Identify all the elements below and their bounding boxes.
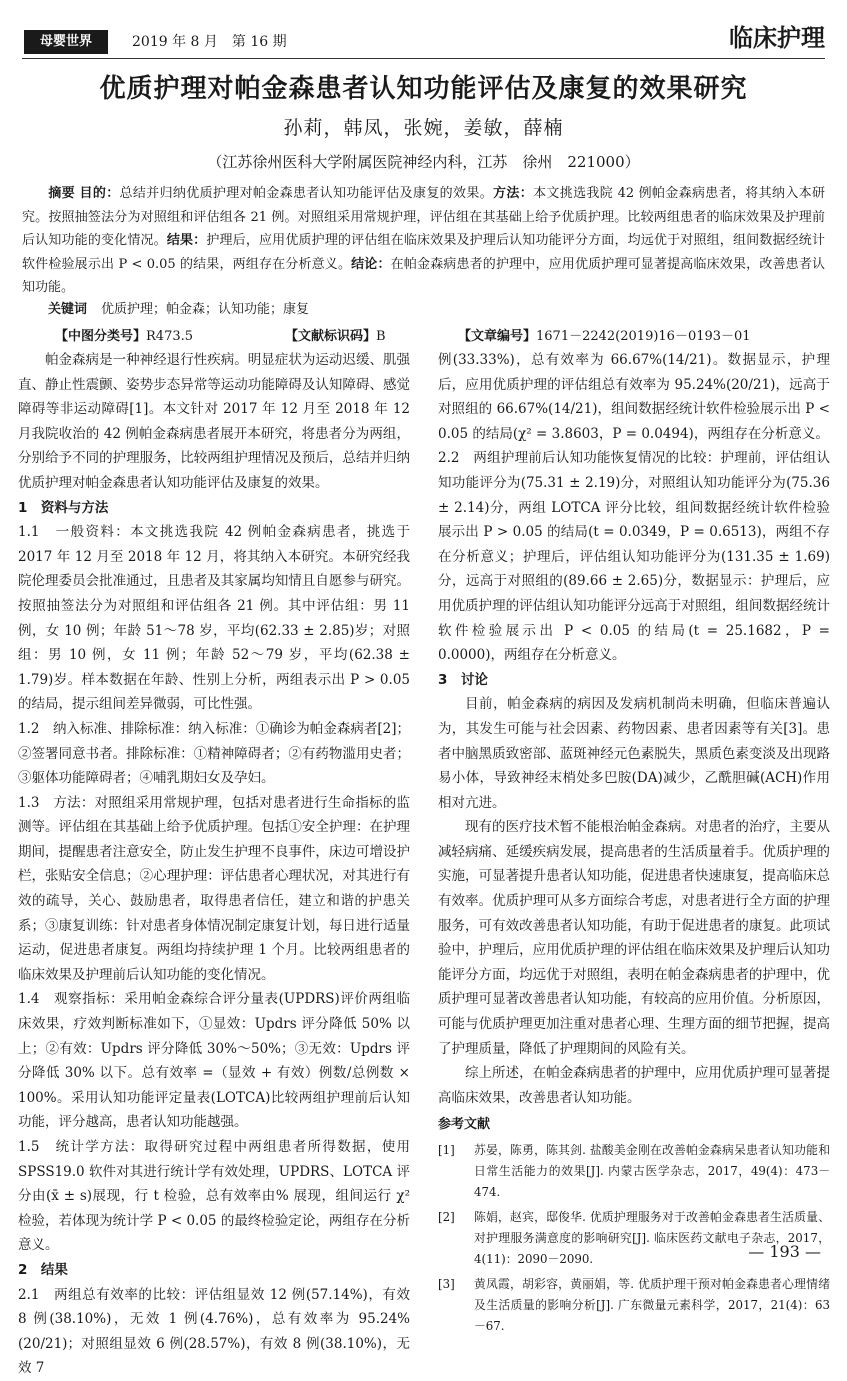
clc-value: R473.5 bbox=[146, 329, 194, 344]
doc-code bbox=[285, 326, 386, 348]
discussion-paragraph-3: 综上所述，在帕金森病患者的护理中，应用优质护理可显著提高临床效果，改善患者认知功能。 bbox=[438, 1065, 830, 1106]
purpose-label: 目的： bbox=[79, 186, 120, 201]
section-heading-2: 2 结果 bbox=[18, 1261, 68, 1278]
paragraph-1-5: 1.5 统计学方法：取得研究过程中两组患者所得数据，使用 SPSS19.0 软件对其进行统计学有效处理，UPDRS、LOTCA 评分由(x̄ ± s)展现，行 t 检验，总有效率由% 展现，组间运行 χ² 检验，若体现为统计学 P < 0.05 的最终检验定论，两组存在分析意义。 bbox=[18, 1139, 410, 1254]
page-header bbox=[0, 0, 847, 60]
reference-text: 黄凤霞，胡彩容，黄丽娟，等. 优质护理干预对帕金森患者心理情绪及生活质量的影响分析[J]. 广东微量元素科学，2017，21(4)：63－67. bbox=[474, 1277, 830, 1334]
article-authors: 孙莉，韩凤，张婉，姜敏，薛楠 bbox=[283, 117, 564, 139]
doc-value: B bbox=[376, 329, 386, 344]
paragraph-2-1: 2.1 两组总有效率的比较：评估组显效 12 例(57.14%)，有效 8 例(38.10%)，无效 1 例(4.76%)，总有效率为 95.24%(20/21)；对照组显效 6 例(28.57%)，有效 8 例(38.10%)，无效 7 bbox=[18, 1286, 410, 1377]
article-number bbox=[458, 326, 751, 348]
reference-number: [2] bbox=[438, 1210, 455, 1225]
abstract-method: 本文挑选我院 42 例帕金森病患者，将其纳入本研究。按照抽签法分为对照组和评估组各 21 例。对照组采用常规护理，评估组在其基础上给予优质护理。比较两组患者的临床效果及护理前后认知功能的变化情况。 bbox=[22, 186, 825, 248]
reference-number: [1] bbox=[438, 1143, 455, 1158]
section-heading-1: 1 资料与方法 bbox=[18, 499, 109, 516]
keywords bbox=[48, 299, 825, 321]
article-affiliation: （江苏徐州医科大学附属医院神经内科，江苏 徐州 221000） bbox=[207, 153, 640, 171]
method-label: 方法： bbox=[493, 186, 534, 201]
paragraph-1-2: 1.2 纳入标准、排除标准：纳入标准：①确诊为帕金森病者[2]；②签署同意书者。排除标准：①精神障碍者；②有药物滥用史者；③躯体功能障碍者；④哺乳期妇女及孕妇。 bbox=[18, 720, 410, 787]
abstract-label: 摘要 bbox=[48, 186, 76, 201]
header-divider bbox=[22, 58, 825, 59]
result-label: 结果： bbox=[166, 233, 207, 248]
article-number-value: 1671－2242(2019)16－0193－01 bbox=[536, 329, 751, 344]
issue-info: 2019 年 8 月 第 16 期 bbox=[132, 34, 287, 50]
keywords-label: 关键词 bbox=[48, 302, 88, 317]
reference-text: 苏晏，陈勇，陈其剑. 盐酸美金刚在改善帕金森病呆患者认知功能和日常生活能力的效果[J]. 内蒙古医学杂志，2017，49(4)：473－474. bbox=[474, 1143, 830, 1200]
keywords-text: 优质护理；帕金森；认知功能；康复 bbox=[101, 302, 310, 317]
right-column bbox=[438, 348, 830, 1341]
page-number: — 193 — bbox=[748, 1242, 821, 1261]
abstract-conclusion: 在帕金森病患者的护理中，应用优质护理可显著提高临床效果，改善患者认知功能。 bbox=[22, 256, 825, 295]
reference-text: 陈娟，赵宾，邸俊华. 优质护理服务对于改善帕金森患者生活质量、对护理服务满意度的影响研究[J]. 临床医药文献电子杂志，2017，4(11)：2090－2090. bbox=[474, 1210, 830, 1267]
paragraph-2-1-continued: 例(33.33%)，总有效率为 66.67%(14/21)。数据显示，护理后，应用优质护理的评估组总有效率为 95.24%(20/21)，远高于对照组的 66.67%(14/21)，组间数据经统计软件检验展示出 P < 0.05 的结局(χ² = 3.8603，P = 0.0494)，两组存在分析意义。 bbox=[438, 352, 830, 442]
clc-number bbox=[55, 326, 193, 348]
article-number-label: 【文章编号】 bbox=[458, 329, 537, 344]
journal-badge: 母婴世界 bbox=[24, 30, 108, 54]
paragraph-1-4: 1.4 观察指标：采用帕金森综合评分量表(UPDRS)评价两组临床效果，疗效判断标准如下，①显效：Updrs 评分降低 50% 以上；②有效：Updrs 评分降低 30%～50%；③无效：Updrs 评分降低 30% 以下。总有效率 =（显效 + 有效）例数/总例数 × 100%。采用认知功能评定量表(LOTCA)比较两组护理前后认知功能，评分越高，患者认知功能越强。 bbox=[18, 991, 410, 1131]
left-column bbox=[18, 348, 410, 1381]
article-title: 优质护理对帕金森患者认知功能评估及康复的效果研究 bbox=[99, 74, 748, 104]
clc-label: 【中图分类号】 bbox=[55, 329, 147, 344]
reference-item bbox=[438, 1274, 830, 1337]
paragraph-2-2: 2.2 两组护理前后认知功能恢复情况的比较：护理前，评估组认知功能评分为(75.31 ± 2.19)分，对照组认知功能评分为(75.36 ± 2.14)分，两组 LOTCA 评分比较，组间数据经统计软件检验展示出 P > 0.05 的结局(t = 0.0349，P = 0.6513)，两组不存在分析意义；护理后，评估组认知功能评分为(131.35 ± 1.69)分，远高于对照组的(89.66 ± 2.65)分，数据显示：护理后，应用优质护理的评估组认知功能评分远高于对照组，组间数据经统计软件检验展示出 P < 0.05 的结局(t = 25.1682，P = 0.0000)，两组存在分析意义。 bbox=[438, 450, 830, 664]
paragraph-1-1: 1.1 一般资料：本文挑选我院 42 例帕金森病患者，挑选于 2017 年 12 月至 2018 年 12 月，将其纳入本研究。本研究经我院伦理委员会批准通过，且患者及其家属均知情且自愿参与研究。按照抽签法分为对照组和评估组各 21 例。其中评估组：男 11 例，女 10 例；年龄 51～78 岁，平均(62.33 ± 2.85)岁；对照组：男 10 例，女 11 例；年龄 52～79 岁，平均(62.38 ± 1.79)岁。样本数据在年龄、性别上分析，两组表示出 P > 0.05 的结局，提示组间差异微弱，可比性强。 bbox=[18, 524, 410, 713]
intro-paragraph: 帕金森病是一种神经退行性疾病。明显症状为运动迟缓、肌强直、静止性震颤、姿势步态异常等运动功能障碍及认知障碍、感觉障碍等非运动障碍[1]。本文针对 2017 年 12 月至 2018 年 12 月我院收治的 42 例帕金森病患者展开本研究，将患者分为两组，分别给予不同的护理服务，比较两组护理情况及预后，总结并归纳优质护理对帕金森患者认知功能评估及康复的效果。 bbox=[18, 352, 410, 491]
discussion-paragraph-2: 现有的医疗技术暂不能根治帕金森病。对患者的治疗，主要从减轻病痛、延缓疾病发展，提高患者的生活质量着手。优质护理的实施，可显著提升患者认知功能，促进患者快速康复，提高临床总有效率。优质护理可从多方面综合考虑，对患者进行全方面的护理服务，可有效改善患者认知功能，有助于促进患者的康复。此项试验中，护理后，应用优质护理的评估组在临床效果及护理后认知功能评分方面，均远优于对照组，表明在帕金森病患者的护理中，优质护理可显著改善患者认知功能，有较高的应用价值。分析原因，可能与优质护理更加注重对患者心理、生理方面的细节把握，提高了护理质量，降低了护理期间的风险有关。 bbox=[438, 819, 830, 1057]
abstract-result: 护理后，应用优质护理的评估组在临床效果及护理后认知功能评分方面，均远优于对照组，组间数据经统计软件检验展示出 P < 0.05 的结果，两组存在分析意义。 bbox=[22, 233, 825, 272]
abstract-purpose: 总结并归纳优质护理对帕金森患者认知功能评估及康复的效果。 bbox=[119, 186, 494, 201]
discussion-paragraph-1: 目前，帕金森病的病因及发病机制尚未明确，但临床普遍认为，其发生可能与社会因素、药物因素、患者因素等有关[3]。患者中脑黑质致密部、蓝斑神经元色素脱失，黑质色素变淡及出现路易小体，导致神经末梢处多巴胺(DA)减少，乙酰胆碱(ACH)作用相对亢进。 bbox=[438, 696, 830, 811]
paragraph-1-3: 1.3 方法：对照组采用常规护理，包括对患者进行生命指标的监测等。评估组在其基础上给予优质护理。包括①安全护理：在护理期间，提醒患者注意安全，防止发生护理不良事件，床边可增设护栏，张贴安全信息；②心理护理：评估患者心理状况，对其进行有效的疏导，关心、鼓励患者，取得患者信任，建立和谐的护患关系；③康复训练：针对患者身体情况制定康复计划，每日进行适量运动，促进患者康复。两组均持续护理 1 个月。比较两组患者的临床效果及护理前后认知功能的变化情况。 bbox=[18, 794, 410, 983]
section-title: 临床护理 bbox=[729, 23, 825, 52]
doc-label: 【文献标识码】 bbox=[285, 329, 377, 344]
abstract bbox=[22, 182, 825, 300]
section-heading-3: 3 讨论 bbox=[438, 671, 488, 688]
reference-number: [3] bbox=[438, 1277, 455, 1292]
references-heading: 参考文献 bbox=[438, 1117, 491, 1133]
reference-item bbox=[438, 1140, 830, 1203]
conclusion-label: 结论： bbox=[351, 256, 391, 272]
